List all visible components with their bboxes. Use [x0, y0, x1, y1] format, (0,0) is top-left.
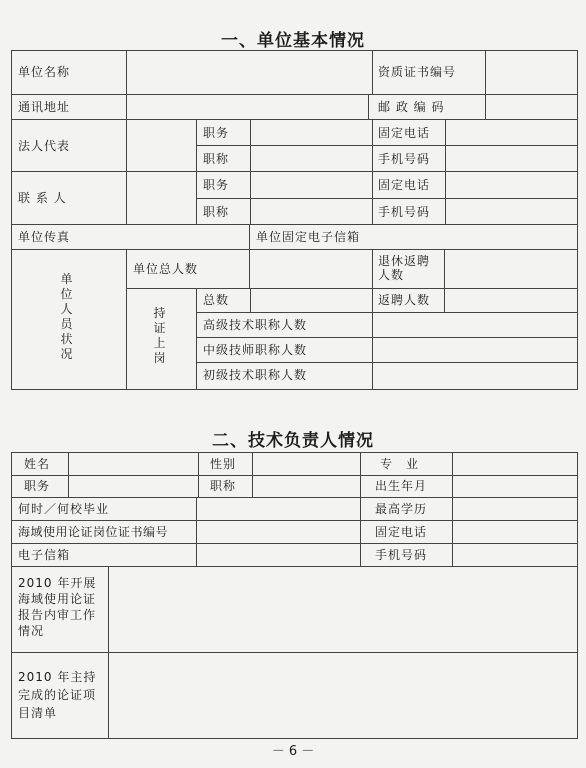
legal-rep-fixed-phone-label: 固定电话 [378, 126, 431, 140]
legal-rep-title-label: 职称 [203, 152, 230, 166]
contact-mobile-label: 手机号码 [378, 205, 431, 219]
unit-name-label: 单位名称 [18, 65, 71, 79]
cert-no-label: 海域使用论证岗位证书编号 [18, 525, 169, 539]
birth-label: 出生年月 [375, 479, 428, 493]
legal-rep-position-label: 职务 [203, 126, 230, 140]
section1-title: 一、单位基本情况 [221, 31, 365, 51]
fax-label: 单位传真 [18, 230, 71, 244]
contact-position-label: 职务 [203, 178, 230, 192]
qual-cert-no-label: 资质证书编号 [378, 65, 457, 79]
senior-tech-label: 高级技术职称人数 [203, 318, 308, 332]
tech-mobile-label: 手机号码 [375, 548, 428, 562]
junior-tech-label: 初级技术职称人数 [203, 368, 308, 382]
tech-position-label: 职务 [24, 479, 51, 493]
tech-email-label: 电子信箱 [18, 548, 71, 562]
gender-label: 性别 [210, 457, 237, 471]
contact-fixed-phone-label: 固定电话 [378, 178, 431, 192]
unit-email-label: 单位固定电子信箱 [256, 230, 361, 244]
review-2010-label: 2010 年开展海域使用论证报告内审工作情况 [18, 576, 97, 638]
mid-tech-label: 中级技师职称人数 [203, 343, 308, 357]
certified-label: 持证上岗 [153, 306, 167, 365]
contact-label: 联 系 人 [18, 191, 67, 205]
total-staff-label: 单位总人数 [133, 262, 199, 276]
name-label: 姓名 [24, 457, 51, 471]
graduated-label: 何时／何校毕业 [18, 502, 110, 516]
legal-rep-label: 法人代表 [18, 139, 71, 153]
address-label: 通讯地址 [18, 100, 71, 114]
retired-rehired-label: 退休返聘人数 [378, 254, 431, 282]
legal-rep-mobile-label: 手机号码 [378, 152, 431, 166]
education-label: 最高学历 [375, 502, 428, 516]
rehired-label: 返聘人数 [378, 293, 431, 307]
tech-title-label: 职称 [210, 479, 237, 493]
tech-fixed-phone-label: 固定电话 [375, 525, 428, 539]
page-number: － 6 － [271, 744, 315, 759]
projects-2010-label: 2010 年主持完成的论证项目清单 [18, 670, 97, 720]
certified-total-label: 总数 [203, 293, 230, 307]
major-label: 专 业 [380, 457, 420, 471]
staff-status-label: 单位人员状况 [60, 272, 74, 361]
section2-title: 二、技术负责人情况 [212, 431, 374, 451]
contact-title-label: 职称 [203, 205, 230, 219]
postcode-label: 邮 政 编 码 [378, 100, 445, 114]
